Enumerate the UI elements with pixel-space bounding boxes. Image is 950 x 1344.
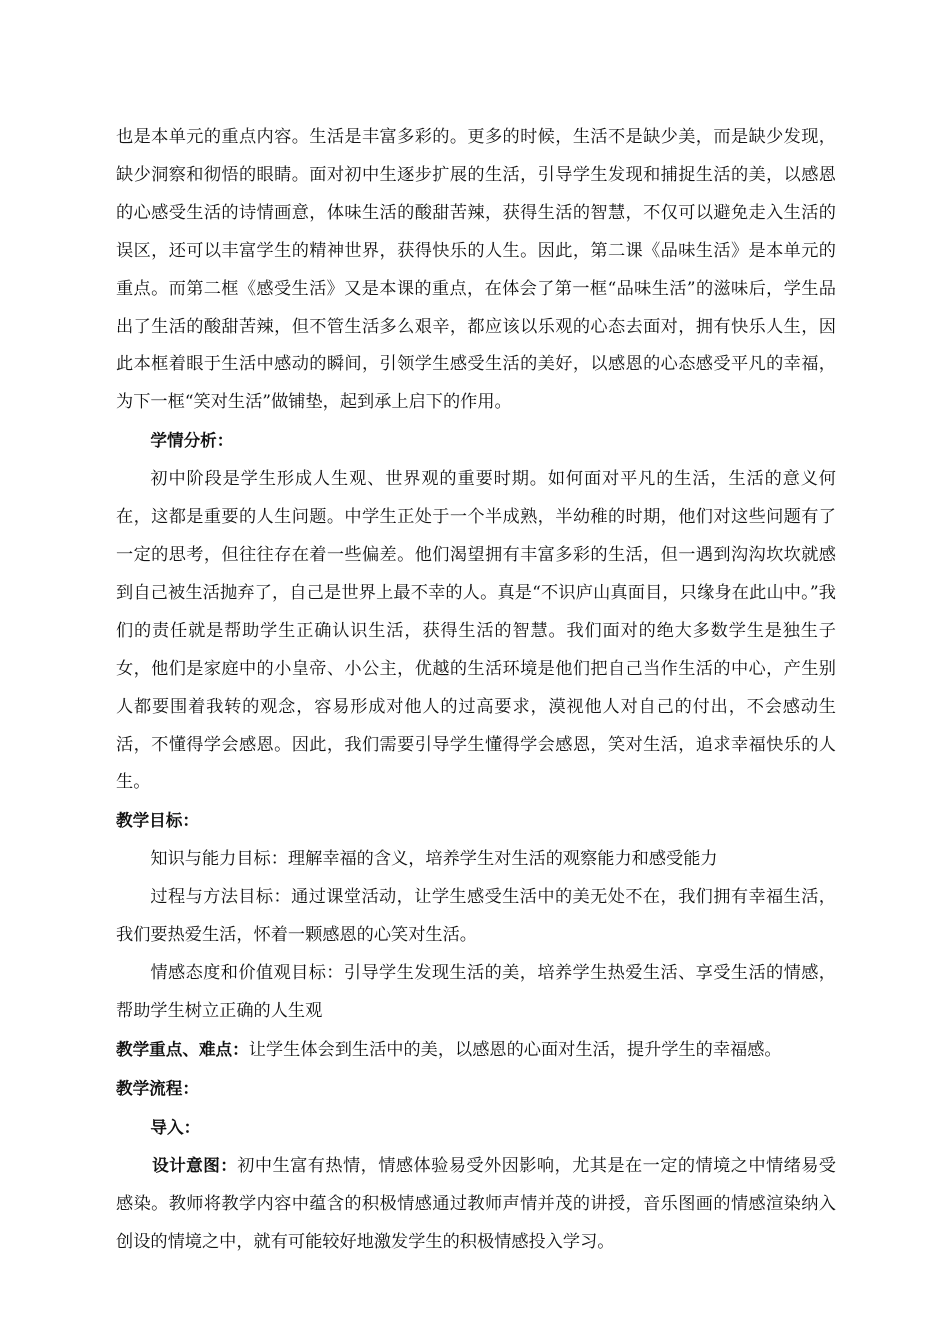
heading-student-analysis — [116, 422, 836, 461]
heading-design-intent-label: 设计意图： — [152, 1156, 238, 1176]
paragraph-design-intent — [116, 1147, 836, 1262]
design-intent-text: 初中生富有热情，情感体验易受外因影响，尤其是在一定的情境之中情绪易受感染。教师将教学内容中蕴含的积极情感通过教师声情并茂的讲授，音乐图画的情感渲染纳入创设的情境之中，就有可能较好地激发学生的积极情感投入学习。 — [116, 1156, 836, 1253]
document-body — [116, 119, 836, 1262]
paragraph-student-analysis: 初中阶段是学生形成人生观、世界观的重要时期。如何面对平凡的生活，生活的意义何在，这都是重要的人生问题。中学生正处于一个半成熟，半幼稚的时期，他们对这些问题有了一定的思考，但往往存在着一些偏差。他们渴望拥有丰富多彩的生活，但一遇到沟沟坎坎就感到自己被生活抛弃了，自己是世界上最不幸的人。真是“不识庐山真面目，只缘身在此山中。”我们的责任就是帮助学生正确认识生活，获得生活的智慧。我们面对的绝大多数学生是独生子女，他们是家庭中的小皇帝、小公主，优越的生活环境是他们把自己当作生活的中心，产生别人都要围着我转的观念，容易形成对他人的过高要求，漠视他人对自己的付出，不会感动生活，不懂得学会感恩。因此，我们需要引导学生懂得学会感恩，笑对生活，追求幸福快乐的人生。 — [116, 469, 836, 793]
key-points-text: 让学生体会到生活中的美，以感恩的心面对生活，提升学生的幸福感。 — [248, 1039, 782, 1060]
goal-knowledge: 知识与能力目标：理解幸福的含义，培养学生对生活的观察能力和感受能力 — [150, 849, 718, 870]
heading-teaching-flow-label: 教学流程： — [116, 1078, 199, 1098]
paragraph-unit-focus: 也是本单元的重点内容。生活是丰富多彩的。更多的时候，生活不是缺少美，而是缺少发现，缺少洞察和彻悟的眼睛。面对初中生逐步扩展的生活，引导学生发现和捕捉生活的美，以感恩的心感受生活的诗情画意，体味生活的酸甜苦辣，获得生活的智慧，不仅可以避免走入生活的误区，还可以丰富学生的精神世界，获得快乐的人生。因此，第二课《品味生活》是本单元的重点。而第二框《感受生活》又是本课的重点，在体会了第一框“品味生活”的滋味后，学生品出了生活的酸甜苦辣，但不管生活多么艰辛，都应该以乐观的心态去面对，拥有快乐人生，因此本框着眼于生活中感动的瞬间，引领学生感受生活的美好，以感恩的心态感受平凡的幸福，为下一框“笑对生活”做铺垫，起到承上启下的作用。 — [116, 127, 836, 413]
heading-student-analysis-label: 学情分析： — [150, 431, 234, 451]
heading-teaching-goals-label: 教学目标： — [116, 811, 199, 831]
goal-emotion: 情感态度和价值观目标：引导学生发现生活的美，培养学生热爱生活、享受生活的情感，帮助学生树立正确的人生观 — [116, 962, 836, 1021]
heading-teaching-flow — [116, 1070, 836, 1109]
heading-key-points-label: 教学重点、难点： — [116, 1039, 249, 1059]
goal-process: 过程与方法目标：通过课堂活动，让学生感受生活中的美无处不在，我们拥有幸福生活，我们要热爱生活，怀着一颗感恩的心笑对生活。 — [116, 887, 836, 946]
paragraph-key-points — [116, 1031, 836, 1070]
heading-introduction-label: 导入： — [150, 1117, 201, 1137]
heading-teaching-goals — [116, 802, 836, 841]
heading-introduction — [116, 1109, 836, 1148]
